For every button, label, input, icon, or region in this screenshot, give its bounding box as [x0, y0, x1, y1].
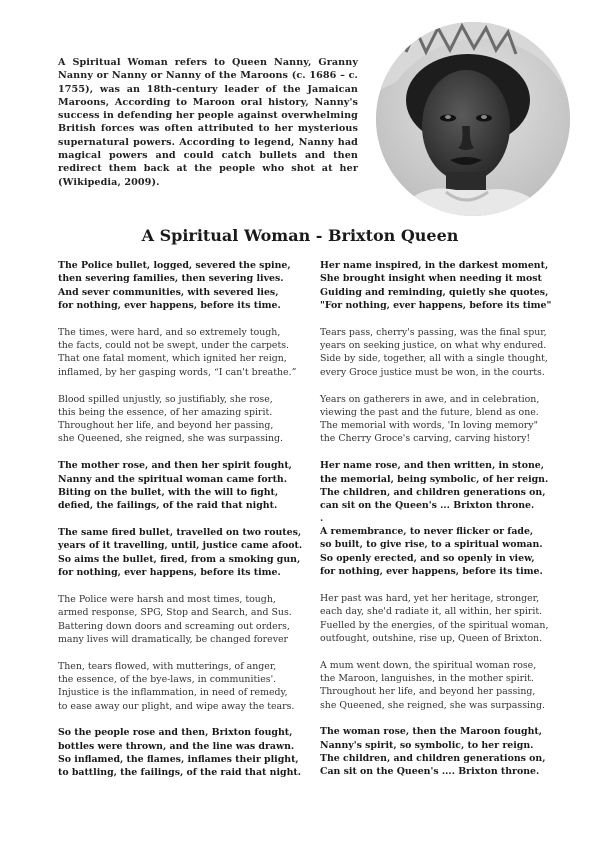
stanza: [58, 593, 298, 646]
stanza-line: the Maroon, languishes, in the mother spirit.: [320, 672, 534, 684]
stanza-line: And sever communities, with severed lies,: [58, 286, 279, 298]
stanza-line: Side by side, together, all with a single thought,: [320, 353, 548, 365]
stanza-line: Throughout her life, and beyond her passing,: [58, 420, 274, 432]
stanza: [320, 393, 566, 446]
stanza-line: Throughout her life, and beyond her passing,: [320, 686, 536, 698]
stanza: [320, 525, 566, 578]
stanza-line: Nanny and the spiritual woman came forth.: [58, 473, 287, 485]
separator-dot: .: [320, 513, 324, 525]
stanza-line: years on seeking justice, on what why endured.: [320, 340, 547, 352]
stanza: [58, 259, 298, 312]
stanza-line: can sit on the Queen's ... Brixton throne.: [320, 500, 535, 512]
poem-right-column: [320, 259, 566, 792]
stanza-line: Her name inspired, in the darkest moment,: [320, 260, 549, 271]
stanza-line: A remembrance, to never flicker or fade,: [320, 526, 534, 538]
portrait-photo: [376, 22, 570, 216]
stanza-line: the Cherry Groce's carving, carving history!: [320, 433, 531, 445]
stanza-line: Then, tears flowed, with mutterings, of anger,: [58, 660, 277, 672]
stanza-line: outfought, outshine, rise up, Queen of Brixton.: [320, 632, 543, 644]
stanza: [58, 459, 298, 512]
stanza-line: armed response, SPG, Stop and Search, and Sus.: [58, 607, 292, 619]
stanza-line: Tears pass, cherry's passing, was the final spur,: [320, 326, 547, 338]
stanza-line: The same fired bullet, travelled on two routes,: [58, 527, 302, 539]
stanza: [320, 326, 566, 379]
stanza-line: she Queened, she reigned, she was surpassing.: [58, 433, 284, 445]
stanza-line: "For nothing, ever happens, before its time": [320, 299, 552, 311]
stanza-line: Blood spilled unjustly, so justifiably, she rose,: [58, 393, 273, 405]
stanza-line: Years on gatherers in awe, and in celebration,: [320, 393, 540, 405]
stanza-line: Nanny's spirit, so symbolic, to her reign.: [320, 739, 534, 751]
stanza: [58, 726, 301, 779]
stanza: [58, 326, 298, 379]
stanza-line: Guiding and reminding, quietly she quotes,: [320, 286, 549, 298]
stanza-line: to ease away our plight, and wipe away the tears.: [58, 700, 295, 712]
stanza: [320, 725, 566, 778]
poem-left-column: [58, 259, 303, 793]
stanza: [58, 660, 298, 713]
stanza-line: viewing the past and the future, blend as one.: [320, 406, 539, 418]
stanza-line: Fuelled by the energies, of the spiritual woman,: [320, 619, 549, 631]
stanza-line: That one fatal moment, which ignited her reign,: [58, 353, 287, 365]
stanza-line: the facts, could not be swept, under the carpets.: [58, 340, 290, 352]
stanza: [320, 459, 566, 512]
stanza-line: Can sit on the Queen's .... Brixton throne.: [320, 766, 540, 778]
stanza-line: for nothing, ever happens, before its time.: [320, 566, 543, 578]
stanza-line: each day, she'd radiate it, all within, her spirit.: [320, 606, 543, 618]
stanza-line: Her past was hard, yet her heritage, stronger,: [320, 592, 540, 604]
stanza-line: she Queened, she reigned, she was surpassing.: [320, 699, 546, 711]
stanza-line: A mum went down, the spiritual woman rose,: [320, 659, 537, 671]
stanza-line: Biting on the bullet, with the will to fight,: [58, 486, 279, 498]
stanza: [58, 393, 298, 446]
stanza-line: The memorial with words, 'In loving memory": [320, 420, 538, 432]
stanza-line: this being the essence, of her amazing spirit.: [58, 406, 273, 418]
stanza-line: for nothing, ever happens, before its time.: [58, 567, 281, 579]
stanza-line: Her name rose, and then written, in stone,: [320, 460, 545, 472]
stanza-line: then severing families, then severing lives.: [58, 273, 284, 285]
stanza-line: the memorial, being symbolic, of her reign.: [320, 473, 549, 485]
stanza: [320, 592, 566, 645]
stanza-line: to battling, the failings, of the raid that night.: [58, 767, 301, 779]
stanza-line: The woman rose, then the Maroon fought,: [320, 726, 542, 738]
stanza: [320, 259, 566, 312]
stanza-line: The mother rose, and then her spirit fought,: [58, 460, 292, 472]
stanza-line: So inflamed, the flames, inflames their plight,: [58, 754, 299, 766]
intro-paragraph: A Spiritual Woman refers to Queen Nanny, Granny Nanny or Nanny or Nanny of the Maroons (c. 1686 – c. 1755), was an 18th-century leader of the Jamaican Maroons, According to Maroon oral history, Nanny's success in defending her people against overwhelming British forces was often attributed to her mysterious supernatural powers. According to legend, Nanny had magical powers and could catch bullets and then redirect them back at the people who shot at her (Wikipedia, 2009).: [58, 57, 358, 188]
stanza-line: so built, to give rise, to a spiritual woman.: [320, 539, 543, 551]
stanza-line: inflamed, by her gasping words, “I can't breathe.”: [58, 366, 297, 378]
stanza-line: The children, and children generations on,: [320, 753, 546, 765]
stanza-line: The times, were hard, and so extremely tough,: [58, 326, 281, 338]
stanza-line: bottles were thrown, and the line was drawn.: [58, 740, 295, 752]
stanza-line: The Police were harsh and most times, tough,: [58, 593, 276, 605]
stanza-line: The Police bullet, logged, severed the spine,: [58, 260, 291, 271]
poem-title: A Spiritual Woman - Brixton Queen: [141, 226, 459, 245]
stanza-line: the essence, of the bye-laws, in communities'.: [58, 673, 277, 685]
stanza: [58, 526, 303, 579]
stanza-line: So aims the bullet, fired, from a smoking gun,: [58, 553, 301, 565]
stanza-line: Battering down doors and screaming out orders,: [58, 620, 290, 632]
stanza-line: every Groce justice must be won, in the courts.: [320, 366, 545, 378]
stanza-line: many lives will dramatically, be changed forever: [58, 633, 289, 645]
stanza-line: So the people rose and then, Brixton fought,: [58, 727, 293, 739]
stanza-line: for nothing, ever happens, before its time.: [58, 299, 281, 311]
stanza: [320, 659, 566, 712]
stanza-line: Injustice is the inflammation, in need of remedy,: [58, 687, 288, 699]
stanza-line: years of it travelling, until, justice came afoot.: [58, 540, 303, 552]
stanza-line: defied, the failings, of the raid that night.: [58, 500, 278, 512]
stanza-line: She brought insight when needing it most: [320, 273, 542, 285]
stanza-line: The children, and children generations on,: [320, 486, 546, 498]
stanza-line: So openly erected, and so openly in view,: [320, 552, 535, 564]
